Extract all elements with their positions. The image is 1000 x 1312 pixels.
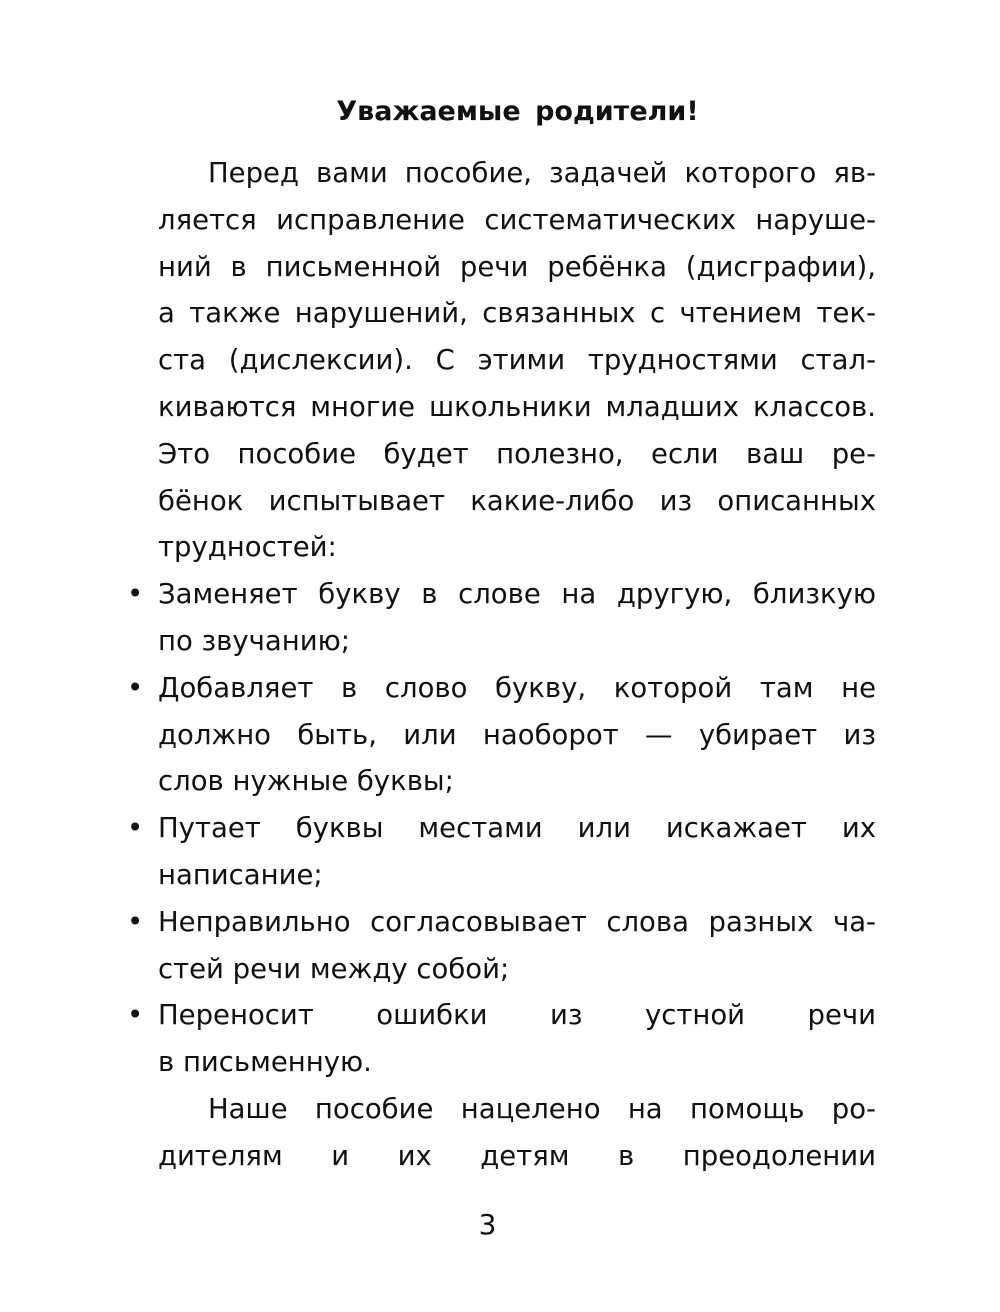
list-item [127, 992, 876, 1039]
bullet-icon: • [127, 999, 144, 1032]
list-item-text: Добавляет в слово букву, которой там не [158, 671, 876, 704]
text-line: Наше пособие нацелено на помощь ро- [208, 1092, 876, 1125]
text-line: Перед вами пособие, задачей которого яв- [208, 157, 876, 189]
text-line: должно быть, или наоборот — убирает из [158, 718, 876, 751]
text-line: ляется исправление систематических наруше- [158, 203, 876, 236]
text-line: в письменную. [158, 1046, 372, 1079]
list-item-text: Переносит ошибки из устной речи [158, 999, 876, 1032]
text-line: дителям и их детям в преодолении [158, 1139, 876, 1172]
bullet-icon: • [127, 671, 144, 704]
text-line: Это пособие будет полезно, если ваш ре- [158, 437, 876, 470]
page-number: 3 [478, 1208, 497, 1241]
text-line: стей речи между собой; [158, 952, 510, 985]
bullet-icon: • [127, 578, 144, 611]
text-line: написание; [158, 858, 323, 891]
text-line: слов нужные буквы; [158, 765, 454, 798]
list-item-text: Неправильно согласовывает слова разных ча- [158, 905, 876, 938]
bullet-icon: • [127, 812, 144, 845]
list-item [127, 665, 876, 712]
page-title: Уважаемые родители! [336, 96, 699, 127]
text-line: а также нарушений, связанных с чтением тек- [158, 297, 876, 330]
list-item [127, 571, 876, 618]
text-line: по звучанию; [158, 624, 351, 657]
list-item [127, 899, 876, 946]
text-line: трудностей: [158, 531, 337, 564]
text-line: ний в письменной речи ребёнка (дисграфии), [158, 250, 876, 283]
text-line: киваются многие школьники младших классов. [158, 390, 876, 423]
list-item-text: Заменяет букву в слове на другую, близкую [158, 578, 876, 611]
list-item-text: Путает буквы местами или искажает их [158, 812, 876, 845]
list-item [127, 805, 876, 852]
body-text [127, 150, 876, 1180]
bullet-icon: • [127, 905, 144, 938]
text-line: ста (дислексии). С этими трудностями стал- [158, 344, 876, 377]
text-line: бёнок испытывает какие-либо из описанных [158, 484, 876, 517]
